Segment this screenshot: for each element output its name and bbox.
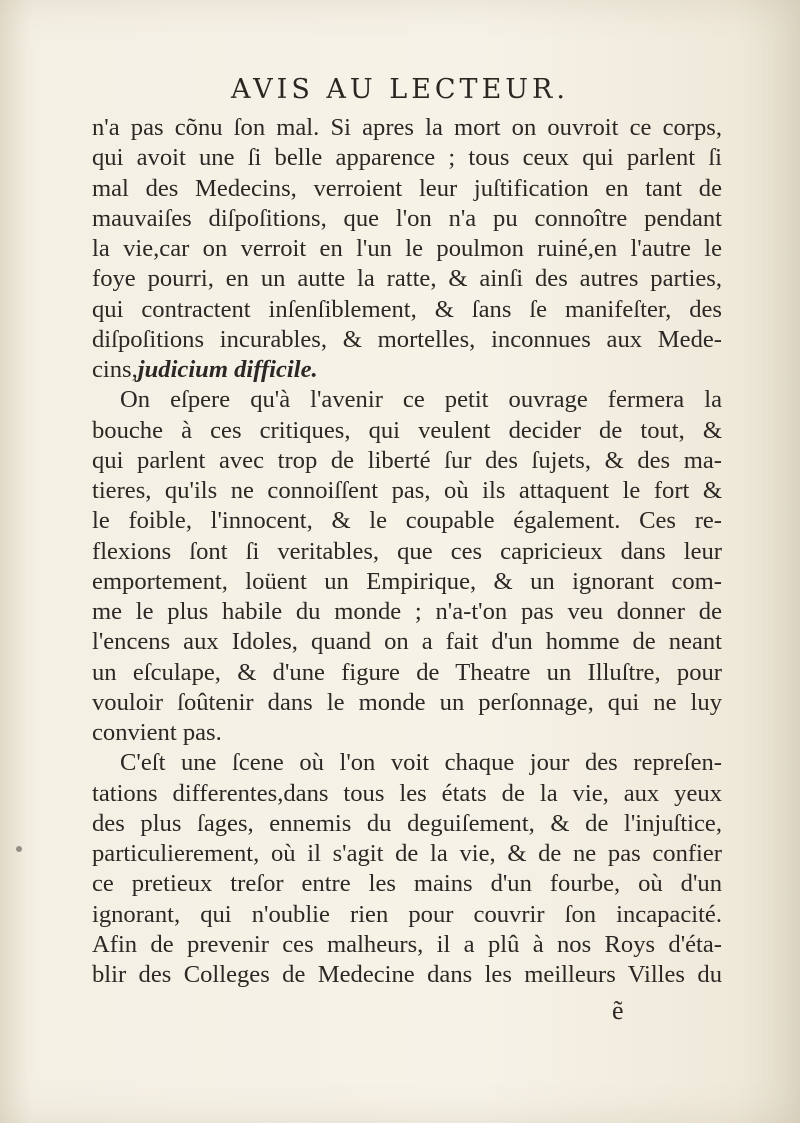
text-line: mauvaiſes diſpoſitions, que l'on n'a pu connoître pendant — [92, 204, 722, 232]
text-line: diſpoſitions incurables, & mortelles, inconnues aux Mede- — [92, 325, 722, 353]
text-fragment: cins, — [92, 356, 138, 383]
text-line: blir des Colleges de Medecine dans les meilleurs Villes du — [92, 961, 722, 988]
text-line: particulierement, où il s'agit de la vie, & de ne pas confier — [92, 840, 722, 867]
catchword: ẽ — [612, 996, 624, 1025]
text-line: flexions ſont ſi veritables, que ces capricieux dans leur — [92, 537, 722, 565]
text-line: un eſculape, & d'une figure de Theatre un Illuſtre, pour — [92, 658, 722, 686]
text-line: ignorant, qui n'oublie rien pour couvrir ſon incapacité. — [92, 900, 722, 928]
text-line: bouche à ces critiques, qui veulent decider de tout, & — [92, 416, 722, 444]
text-line: convient pas. — [92, 719, 222, 746]
text-line: vouloir ſoûtenir dans le monde un perſonnage, qui ne luy — [92, 688, 722, 716]
text-line: la vie,car on verroit en l'un le poulmon ruiné,en l'autre le — [92, 235, 722, 262]
text-line-with-latin — [92, 355, 722, 385]
text-line: des plus ſages, ennemis du deguiſement, & de l'injuſtice, — [92, 809, 722, 837]
text-line: qui contractent inſenſiblement, & ſans ſe manifeſter, des — [92, 295, 722, 323]
text-line: qui parlent avec trop de liberté ſur des ſujets, & des ma- — [92, 446, 722, 474]
page-header-title: AVIS AU LECTEUR. — [231, 74, 569, 105]
paragraph-start-line: C'eſt une ſcene où l'on voit chaque jour des repreſen- — [120, 749, 722, 777]
text-line: ce pretieux treſor entre les mains d'un fourbe, où d'un — [92, 870, 722, 898]
text-line: foye pourri, en un autte la ratte, & ainſi des autres parties, — [92, 265, 722, 293]
text-line: tations differentes,dans tous les états de la vie, aux yeux — [92, 779, 722, 807]
ink-speck — [16, 846, 22, 852]
text-line: mal des Medecins, verroient leur juſtification en tant de — [92, 174, 722, 202]
text-line: qui avoit une ſi belle apparence ; tous ceux qui parlent ſi — [92, 144, 722, 172]
text-line: n'a pas cõnu ſon mal. Si apres la mort on ouvroit ce corps, — [92, 114, 722, 141]
text-line: Afin de prevenir ces malheurs, il a plû à nos Roys d'éta- — [92, 930, 722, 958]
latin-phrase: judicium difficile. — [137, 356, 318, 383]
text-line: le foible, l'innocent, & le coupable également. Ces re- — [92, 507, 722, 535]
body-text — [92, 113, 722, 990]
paragraph-start-line: On eſpere qu'à l'avenir ce petit ouvrage fermera la — [120, 386, 722, 414]
text-line: emportement, loüent un Empirique, & un ignorant com- — [92, 567, 722, 595]
text-line: tieres, qu'ils ne connoiſſent pas, où ils attaquent le fort & — [92, 477, 722, 504]
text-line: me le plus habile du monde ; n'a-t'on pas veu donner de — [92, 598, 722, 625]
text-line: l'encens aux Idoles, quand on a fait d'un homme de neant — [92, 628, 722, 656]
